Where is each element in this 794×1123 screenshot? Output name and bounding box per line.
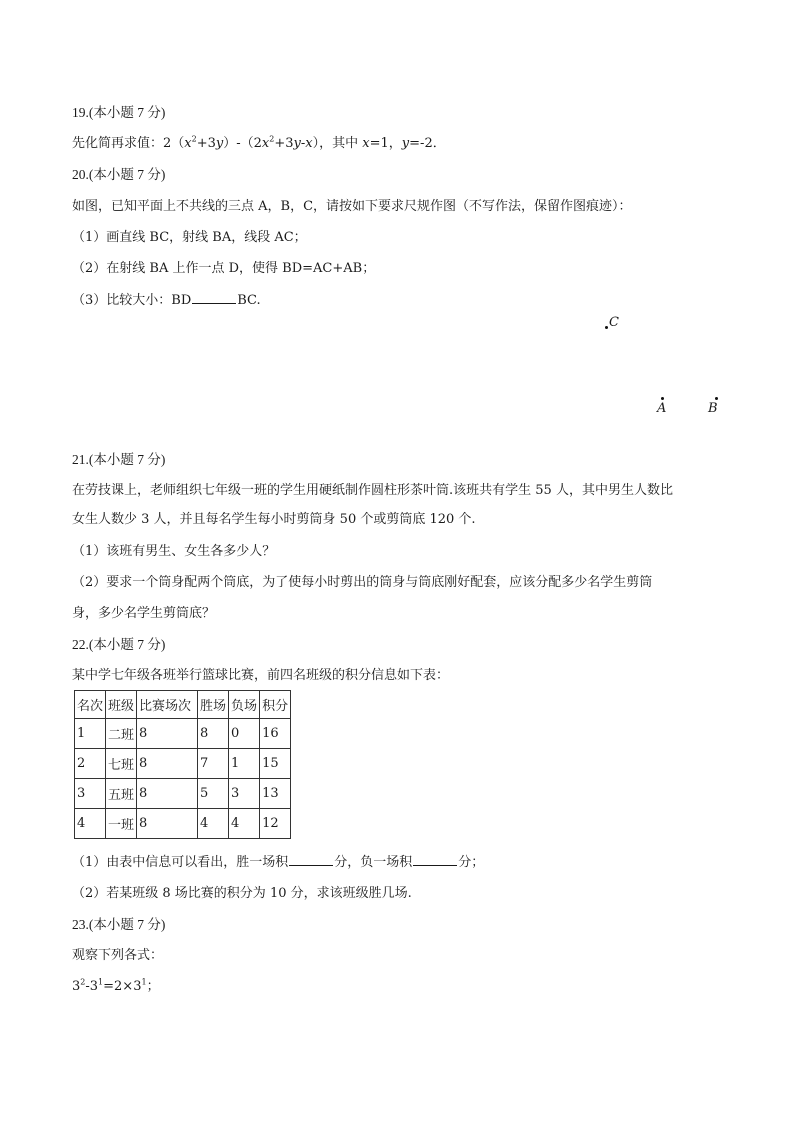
q19-text: ）-（2 bbox=[223, 136, 262, 151]
cell-games: 8 bbox=[137, 719, 198, 749]
answer-blank[interactable] bbox=[192, 291, 236, 304]
q19-text: =-2． bbox=[409, 136, 446, 151]
table-row bbox=[75, 749, 291, 779]
exponent: 2 bbox=[269, 134, 275, 144]
cell-wins: 7 bbox=[198, 749, 229, 779]
col-header-games: 比赛场次 bbox=[137, 691, 198, 719]
q20-item-1: （1）画直线 BC，射线 BA，线段 AC； bbox=[72, 230, 307, 245]
q22-intro: 某中学七年级各班举行篮球比赛，前四名班级的积分信息如下表： bbox=[72, 668, 450, 683]
q20-item-2: （2）在射线 BA 上作一点 D，使得 BD=AC+AB； bbox=[72, 261, 376, 276]
q22-item-2: （2）若某班级 8 场比赛的积分为 10 分，求该班级胜几场. bbox=[72, 886, 412, 901]
q20-item-3 bbox=[72, 291, 261, 310]
point-b-label: B bbox=[708, 401, 718, 416]
cell-games: 8 bbox=[137, 809, 198, 839]
q19-text: - bbox=[300, 136, 306, 151]
q19-heading: 19.(本小题 7 分) bbox=[72, 105, 166, 120]
q19-text: +3 bbox=[274, 136, 294, 151]
cell-losses: 4 bbox=[229, 809, 260, 839]
col-header-losses: 负场 bbox=[229, 691, 260, 719]
q21-heading: 21.(本小题 7 分) bbox=[72, 452, 166, 467]
q19-text: =1， bbox=[369, 136, 402, 151]
q21-item-1: （1）该班有男生、女生各多少人？ bbox=[72, 544, 276, 559]
point-a-dot bbox=[661, 397, 664, 400]
point-c-label: C bbox=[609, 315, 619, 330]
cell-points: 13 bbox=[260, 779, 291, 809]
cell-losses: 1 bbox=[229, 749, 260, 779]
cell-points: 15 bbox=[260, 749, 291, 779]
cell-wins: 4 bbox=[198, 809, 229, 839]
cell-class: 二班 bbox=[106, 719, 137, 749]
col-header-rank: 名次 bbox=[75, 691, 106, 719]
q21-line-1: 在劳技课上，老师组织七年级一班的学生用硬纸制作圆柱形茶叶筒.该班共有学生 55 人，其中男生人数比 bbox=[72, 483, 673, 498]
table-row bbox=[75, 809, 291, 839]
answer-blank[interactable] bbox=[413, 853, 457, 866]
exponent: 1 bbox=[141, 977, 147, 987]
eq-term: ； bbox=[146, 979, 160, 994]
cell-points: 12 bbox=[260, 809, 291, 839]
q20-intro: 如图，已知平面上不共线的三点 A，B，C，请按如下要求尺规作图（不写作法，保留作图痕迹）： bbox=[72, 199, 632, 214]
q23-heading: 23.(本小题 7 分) bbox=[72, 917, 166, 932]
table-row bbox=[75, 719, 291, 749]
exponent: 2 bbox=[191, 134, 197, 144]
var-y: y bbox=[215, 136, 224, 151]
var-x: x bbox=[261, 136, 270, 151]
cell-rank: 3 bbox=[75, 779, 106, 809]
q20-heading: 20.(本小题 7 分) bbox=[72, 167, 166, 182]
exponent: 2 bbox=[80, 977, 86, 987]
eq-term: -3 bbox=[85, 979, 99, 994]
q21-item-2a: （2）要求一个筒身配两个筒底，为了使每小时剪出的筒身与筒底刚好配套，应该分配多少名学生剪筒 bbox=[72, 575, 653, 590]
q21-line-2: 女生人数少 3 人，并且每名学生每小时剪筒身 50 个或剪筒底 120 个. bbox=[72, 512, 476, 527]
q19-text: ），其中 bbox=[312, 136, 363, 151]
cell-wins: 8 bbox=[198, 719, 229, 749]
var-x: x bbox=[305, 136, 313, 151]
point-c-dot bbox=[605, 326, 608, 329]
cell-class: 七班 bbox=[106, 749, 137, 779]
q22-item-1-text: 分； bbox=[458, 855, 485, 870]
q20-item-3-text: BC. bbox=[237, 293, 261, 308]
cell-wins: 5 bbox=[198, 779, 229, 809]
cell-points: 16 bbox=[260, 719, 291, 749]
score-table bbox=[74, 690, 291, 839]
q22-heading: 22.(本小题 7 分) bbox=[72, 637, 166, 652]
q23-intro: 观察下列各式： bbox=[72, 948, 164, 963]
q20-item-3-text: （3）比较大小：BD bbox=[72, 293, 192, 308]
table-row bbox=[75, 779, 291, 809]
cell-class: 五班 bbox=[106, 779, 137, 809]
cell-rank: 4 bbox=[75, 809, 106, 839]
point-a-label: A bbox=[657, 401, 667, 416]
var-y: y bbox=[293, 136, 301, 151]
q19-text: +3 bbox=[196, 136, 216, 151]
cell-rank: 1 bbox=[75, 719, 106, 749]
answer-blank[interactable] bbox=[289, 853, 333, 866]
eq-term: =2×3 bbox=[103, 979, 142, 994]
var-y: y bbox=[401, 136, 410, 151]
q23-equation bbox=[72, 978, 160, 996]
var-x: x bbox=[184, 136, 192, 151]
var-x: x bbox=[362, 136, 370, 151]
cell-losses: 3 bbox=[229, 779, 260, 809]
cell-losses: 0 bbox=[229, 719, 260, 749]
q19-text: 先化简再求值：2（ bbox=[72, 136, 185, 151]
q22-item-1 bbox=[72, 853, 484, 872]
cell-rank: 2 bbox=[75, 749, 106, 779]
table-header-row bbox=[75, 691, 291, 719]
point-b-dot bbox=[715, 397, 718, 400]
col-header-class: 班级 bbox=[106, 691, 137, 719]
cell-games: 8 bbox=[137, 779, 198, 809]
col-header-points: 积分 bbox=[260, 691, 291, 719]
q19-problem bbox=[72, 135, 446, 153]
col-header-wins: 胜场 bbox=[198, 691, 229, 719]
q22-item-1-text: （1）由表中信息可以看出，胜一场积 bbox=[72, 855, 289, 870]
cell-class: 一班 bbox=[106, 809, 137, 839]
q21-item-2b: 身，多少名学生剪筒底？ bbox=[72, 606, 216, 621]
exponent: 1 bbox=[98, 977, 104, 987]
q22-item-1-text: 分，负一场积 bbox=[334, 855, 413, 870]
eq-term: 3 bbox=[72, 979, 81, 994]
cell-games: 8 bbox=[137, 749, 198, 779]
